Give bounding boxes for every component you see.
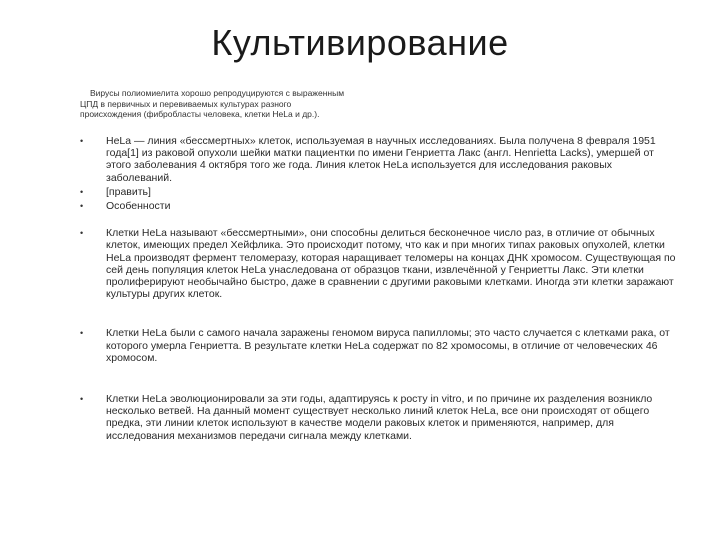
bullet-text: HeLa — линия «бессмертных» клеток, используемая в научных исследованиях. Была получена 8 февраля 1951 года[1] из раковой опухоли шейки матки пациентки по имени Генриетта Лакс (англ. Henrietta Lacks), умершей от этого заболевания 4 октября того же года. Линия клеток HeLa используется для исследования раковых заболеваний. xyxy=(106,135,656,184)
bullet-item-features-heading xyxy=(78,200,678,212)
slide-title: Культивирование xyxy=(211,22,509,63)
bullet-text: Особенности xyxy=(106,200,171,213)
bullet-icon: • xyxy=(80,136,84,146)
bullet-text: Клетки HeLa называют «бессмертными», они способны делиться бесконечное число раз, в отличие от обычных клеток, имеющих предел Хейфлика. Это происходит потому, что как и при многих типах раковых опухолей, клетки HeLa производят фермент теломеразу, которая наращивает теломеры на концах ДНК хромосом. Существующая по сей день популяция клеток HeLa унаследована от образцов ткани, извлечённой у Генриетты Лакс. Эти клетки пролиферируют необычайно быстро, даже в сравнении с другими раковыми клетками. Иногда эти клетки заражают культуры других клеток. xyxy=(106,227,676,301)
bullet-text: [править] xyxy=(106,185,151,198)
bullet-icon: • xyxy=(80,328,84,339)
bullet-text: Клетки HeLa были с самого начала заражены геномом вируса папилломы; это часто случается с клетками рака, от которого умерла Генриетта. В результате клетки HeLa содержат по 82 хромосомы, в отличие от человеческих 46 хромосом. xyxy=(106,327,670,364)
bullet-icon: • xyxy=(80,186,84,197)
bullet-item-hela-definition xyxy=(78,135,678,184)
bullet-text: Клетки HeLa эволюционировали за эти годы, адаптируясь к росту in vitro, и по причине их разделения возникло несколько ветвей. На данный момент существует несколько линий клеток HeLa, все они происходят от общего предка, эти линии клеток используют в качестве модели раковых клеток и применяются, например, для исследования механизмов передачи сигнала между клетками. xyxy=(106,393,653,442)
intro-paragraph: Вирусы полиомиелита хорошо репродуцируются с выраженным ЦПД в первичных и перевиваемых культурах разного происхождения (фибробласты человека, клетки HeLa и др.). xyxy=(80,88,345,119)
bullet-icon: • xyxy=(80,394,84,405)
bullet-item-edit-link xyxy=(78,186,678,198)
bullet-list xyxy=(78,135,678,442)
bullet-icon: • xyxy=(80,228,84,239)
bullet-item-immortality xyxy=(78,227,678,300)
bullet-icon: • xyxy=(80,201,84,212)
bullet-item-evolution xyxy=(78,393,678,442)
bullet-item-papilloma xyxy=(78,327,678,364)
